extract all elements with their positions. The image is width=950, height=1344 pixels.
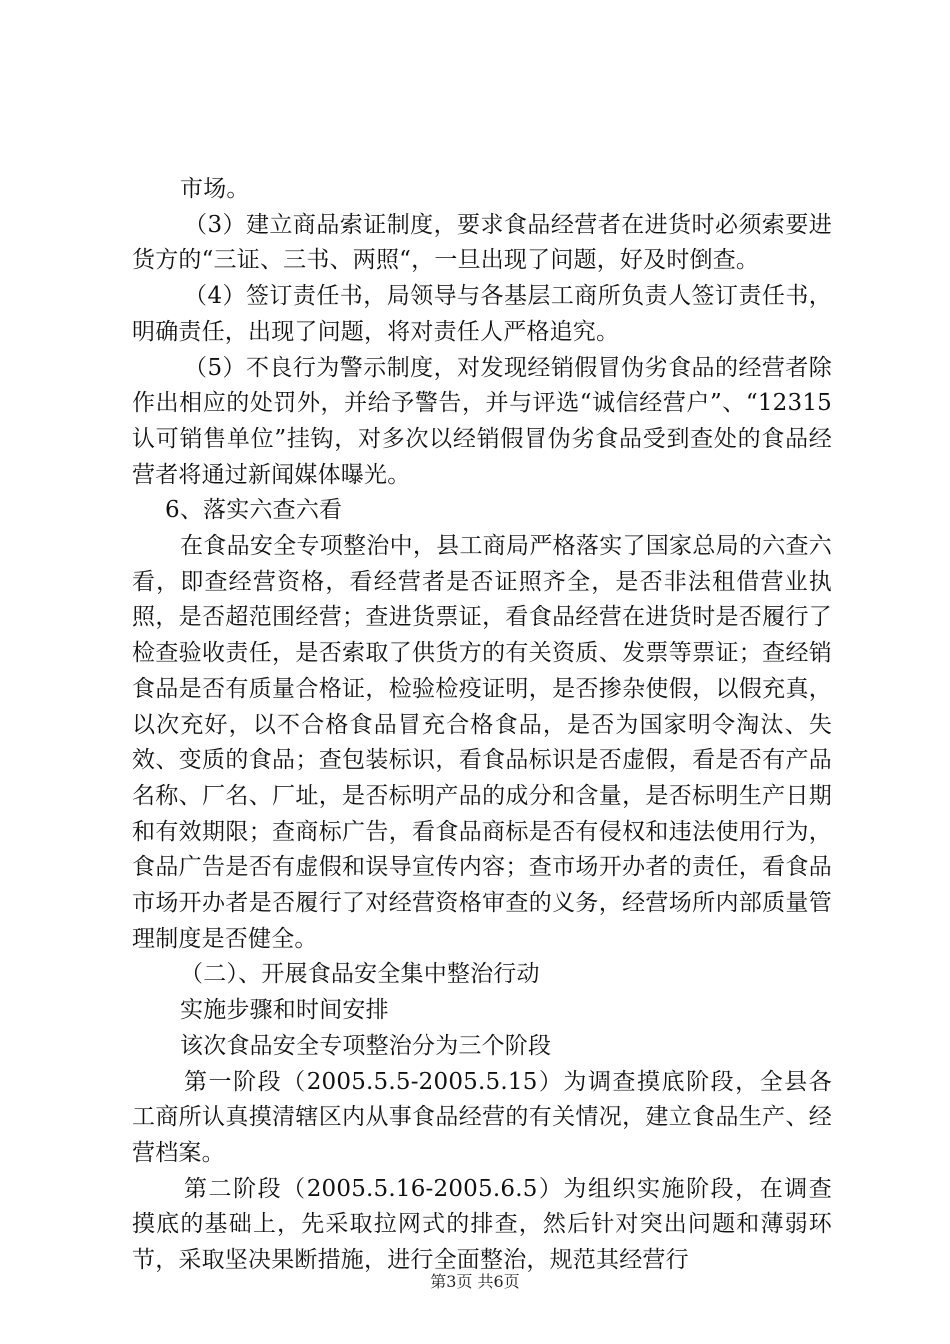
paragraph-1: 市场。 bbox=[180, 176, 250, 202]
paragraph-4: （5）不良行为警示制度，对发现经销假冒伪劣食品的经营者除作出相应的处罚外，并给予警告，并与评选“诚信经营户”、“12315认可销售单位”挂钩，对多次以经销假冒伪劣食品受到查处的食品经营者将通过新闻媒体曝光。 bbox=[132, 354, 832, 488]
document-body bbox=[132, 172, 832, 1279]
page-number-footer: 第3页 共6页 bbox=[430, 1272, 520, 1291]
paragraph-stage-1: 第一阶段（2005.5.5-2005.5.15）为调查摸底阶段，全县各工商所认真摸清辖区内从事食品经营的有关情况，建立食品生产、经营档案。 bbox=[132, 1068, 832, 1166]
paragraph-stage-2: 第二阶段（2005.5.16-2005.6.5）为组织实施阶段，在调查摸底的基础上，先采取拉网式的排查，然后针对突出问题和薄弱环节，采取坚决果断措施，进行全面整治，规范其经营行 bbox=[132, 1175, 832, 1274]
paragraph-stages-intro: 该次食品安全专项整治分为三个阶段 bbox=[180, 1032, 552, 1059]
section-heading-2: （二）、开展食品安全集中整治行动 bbox=[180, 961, 540, 988]
subheading-steps: 实施步骤和时间安排 bbox=[180, 997, 389, 1024]
section-heading-6: 6、落实六查六看 bbox=[165, 497, 343, 524]
paragraph-6: 在食品安全专项整治中，县工商局严格落实了国家总局的六查六看，即查经营资格，看经营者是否证照齐全，是否非法租借营业执照，是否超范围经营；查进货票证，看食品经营在进货时是否履行了检查验收责任，是否索取了供货方的有关资质、发票等票证；查经销食品是否有质量合格证，检验检疫证明，是否掺杂使假，以假充真，以次充好，以不合格食品冒充合格食品，是否为国家明令淘汰、失效、变质的食品；查包装标识，看食品标识是否虚假，看是否有产品名称、厂名、厂址，是否标明产品的成分和含量，是否标明生产日期和有效期限；查商标广告，看食品商标是否有侵权和违法使用行为，食品广告是否有虚假和误导宣传内容；查市场开办者的责任，看食品市场开办者是否履行了对经营资格审查的义务，经营场所内部质量管理制度是否健全。 bbox=[132, 533, 832, 952]
paragraph-2: （3）建立商品索证制度，要求食品经营者在进货时必须索要进货方的“三证、三书、两照“，一旦出现了问题，好及时倒查。 bbox=[132, 211, 832, 274]
paragraph-3: （4）签订责任书，局领导与各基层工商所负责人签订责任书，明确责任，出现了问题，将对责任人严格追究。 bbox=[132, 283, 832, 345]
